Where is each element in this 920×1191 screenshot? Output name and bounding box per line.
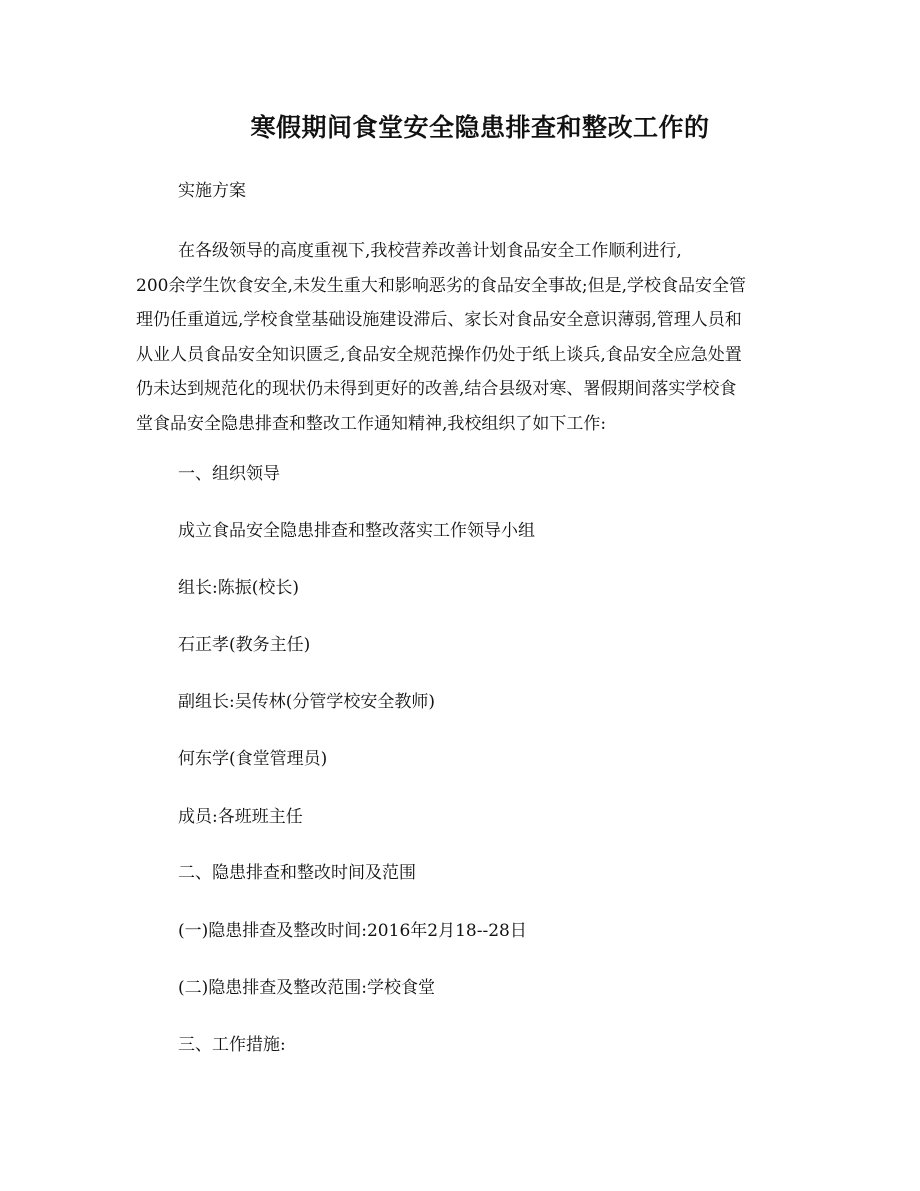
leader-2-line: 石正孝(教务主任) [178,635,311,655]
intro-line: 堂食品安全隐患排查和整改工作通知精神,我校组织了如下工作: [136,413,607,434]
document-title: 寒假期间食堂安全隐患排查和整改工作的 [250,113,710,142]
intro-line: 理仍任重道远,学校食堂基础设施建设滞后、家长对食品安全意识薄弱,管理人员和 [136,310,742,330]
section-2-heading: 二、隐患排查和整改时间及范围 [178,863,416,883]
inspection-scope-line: (二)隐患排查及整改范围:学校食堂 [178,978,435,998]
leadership-group-line: 成立食品安全隐患排查和整改落实工作领导小组 [178,521,535,541]
document-subtitle: 实施方案 [178,181,246,201]
section-3-heading: 三、工作措施: [178,1035,286,1055]
intro-paragraph [136,234,796,441]
deputy-leader-line: 副组长:吴传林(分管学校安全教师) [178,692,435,712]
intro-line: 从业人员食品安全知识匮乏,食品安全规范操作仍处于纸上谈兵,食品安全应急处置 [136,344,742,365]
leader-line: 组长:陈振(校长) [178,578,299,598]
intro-line: 在各级领导的高度重视下,我校营养改善计划食品安全工作顺利进行, [178,241,682,261]
intro-line: 仍未达到规范化的现状仍未得到更好的改善,结合县级对寒、署假期间落实学校食 [136,379,737,399]
deputy-leader-2-line: 何东学(食堂管理员) [178,749,328,769]
inspection-time-line: (一)隐患排查及整改时间:2016年2月18--28日 [178,921,527,941]
intro-line: 200余学生饮食安全,未发生重大和影响恶劣的食品安全事故;但是,学校食品安全管 [136,275,746,296]
section-1-heading: 一、组织领导 [178,464,280,484]
members-line: 成员:各班班主任 [178,807,303,827]
